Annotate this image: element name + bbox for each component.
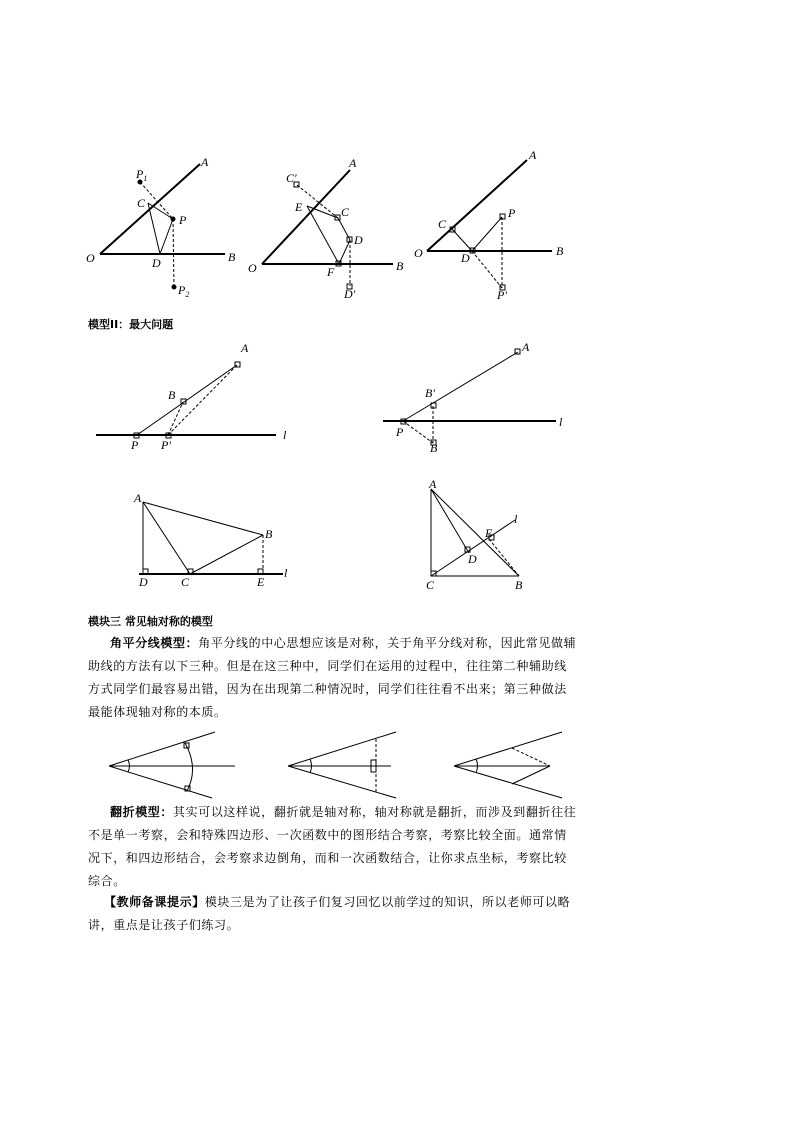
model2-heading: 模型II：最大问题	[88, 318, 174, 331]
f3-label-D: D	[461, 251, 470, 265]
module3-heading: 模块三 常见轴对称的模型	[88, 615, 213, 628]
figure-bisector-3	[454, 732, 562, 798]
folding-title: 翻折模型：	[110, 805, 174, 819]
teacher-note-text: 模块三是为了让孩子们复习回忆以前学过的知识，所以老师可以略讲，重点是让孩子们练习。	[88, 895, 571, 932]
f1-label-D: D	[152, 256, 161, 270]
f3-label-P: P	[508, 206, 516, 220]
f4-label-l: l	[283, 428, 287, 442]
f1-label-C: C	[137, 196, 146, 210]
f2-label-A: A	[349, 156, 357, 170]
f3-label-A: A	[529, 148, 537, 162]
f2-label-O: O	[248, 261, 257, 275]
folding-paragraph	[88, 801, 578, 893]
f6-label-A: A	[134, 491, 142, 505]
f7-label-D: D	[468, 552, 477, 566]
f5-label-B: B	[430, 441, 438, 455]
f2-label-B: B	[396, 259, 404, 273]
f4-label-B: B	[168, 388, 176, 402]
f1-label-O: O	[86, 251, 95, 265]
f7-label-B: B	[515, 578, 523, 592]
f7-label-C: C	[426, 578, 435, 592]
f2-label-D: D	[354, 233, 363, 247]
f3-label-Pp: P'	[497, 288, 507, 302]
f4-label-P: P	[131, 438, 139, 452]
f6-label-B: B	[265, 527, 273, 541]
angle-bisector-title: 角平分线模型：	[110, 636, 199, 650]
f2-label-F: F	[327, 265, 335, 279]
f2-label-E: E	[295, 200, 303, 214]
f5-label-Bp: B'	[425, 386, 435, 400]
f6-label-E: E	[257, 575, 265, 589]
f3-label-O: O	[414, 246, 423, 260]
f5-label-P: P	[396, 425, 404, 439]
figure-4	[96, 362, 276, 438]
f4-label-Pp: P'	[161, 438, 171, 452]
f6-label-D: D	[139, 575, 148, 589]
f6-label-l: l	[284, 566, 288, 580]
f2-label-Cp: C'	[286, 171, 297, 185]
f7-label-E: E	[485, 526, 493, 540]
figure-1	[100, 164, 225, 289]
teacher-note-title: 【教师备课提示】	[104, 895, 205, 909]
f1-label-P2: $P_2$	[178, 283, 190, 299]
f7-label-l: l	[514, 512, 518, 526]
f2-label-C: C	[341, 205, 350, 219]
figure-bisector-2	[288, 732, 396, 798]
f1-label-P: P	[179, 213, 187, 227]
f5-label-A: A	[522, 340, 530, 354]
angle-bisector-paragraph	[88, 632, 578, 724]
angle-bisector-text: 角平分线的中心思想应该是对称，关于角平分线对称，因此常见做辅助线的方法有以下三种。但是在这三种中，同学们在运用的过程中，往往第二种辅助线方式同学们最容易出错，因为在出现第二种情况时，同学们往往看不出来；第三种做法最能体现轴对称的本质。	[88, 636, 577, 719]
folding-text: 其实可以这样说，翻折就是轴对称，轴对称就是翻折，而涉及到翻折往往不是单一考察，会和特殊四边形、一次函数中的图形结合考察，考察比较全面。通常情况下，和四边形结合，会考察求边倒角，而和一次函数结合，让你求点坐标，考察比较综合。	[88, 805, 577, 888]
f7-label-A: A	[429, 477, 437, 491]
f2-label-Dp: D'	[344, 287, 356, 301]
figure-bisector-1	[109, 732, 235, 798]
figure-5	[383, 349, 556, 445]
f3-label-C: C	[438, 217, 447, 231]
teacher-note-paragraph	[88, 891, 578, 937]
f6-label-C: C	[181, 575, 190, 589]
f1-label-B: B	[228, 250, 236, 264]
f4-label-A: A	[241, 341, 249, 355]
f1-label-A: A	[201, 155, 209, 169]
figure-6	[139, 502, 283, 574]
f5-label-l: l	[559, 415, 563, 429]
f1-label-P1: $P_1$	[136, 167, 148, 183]
f3-label-B: B	[556, 244, 564, 258]
